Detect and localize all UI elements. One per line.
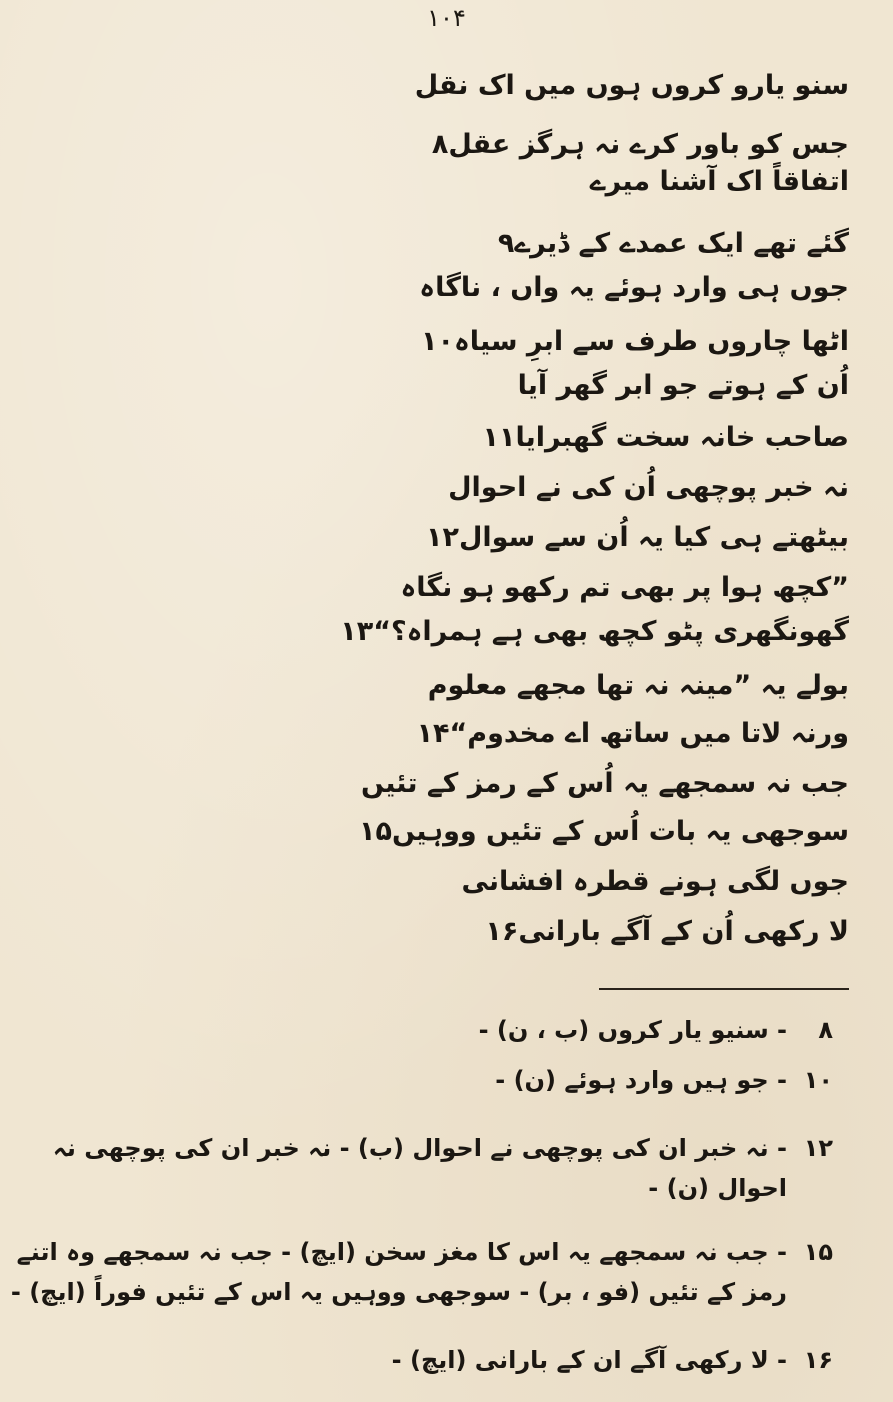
footnote-number: ۱۰ — [803, 1066, 833, 1094]
footnote-number: ۸ — [818, 1016, 833, 1044]
verse-line-5: جوں ہی وارد ہوئے یہ واں ، ناگاہ — [419, 272, 849, 303]
verse-line-13: بولے یہ ”مینہ نہ تھا مجھے معلوم — [427, 670, 849, 701]
verse-line-7: اُن کے ہوتے جو ابر گھر آیا — [517, 370, 849, 401]
footnote-12 — [52, 1128, 833, 1208]
footnote-text: - سنیو یار کروں (ب ، ن) - — [478, 1016, 787, 1044]
footnote-text: - جو ہیں وارد ہوئے (ن) - — [495, 1066, 787, 1094]
footnote-number: ۱۶ — [803, 1346, 833, 1374]
verse-line-3: اتفاقاً اک آشنا میرے — [589, 166, 849, 197]
verse-line-8: صاحب خانہ سخت گھبرایا۱۱ — [482, 422, 849, 453]
verse-line-4: گئے تھے ایک عمدے کے ڈیرے۹ — [497, 228, 849, 259]
verse-line-2: جس کو باور کرے نہ ہرگز عقل۸ — [431, 129, 849, 160]
verse-line-9: نہ خبر پوچھی اُن کی نے احوال — [448, 472, 849, 503]
verse-line-16: سوجھی یہ بات اُس کے تئیں ووہیں۱۵ — [358, 816, 849, 847]
verse-line-10: بیٹھتے ہی کیا یہ اُن سے سوال۱۲ — [425, 522, 849, 553]
footnote-text: - لا رکھی آگے ان کے بارانی (ایچ) - — [391, 1346, 787, 1374]
footnote-10 — [93, 1060, 833, 1100]
page-number: ۱۰۴ — [427, 4, 466, 32]
footnote-text-continued: رمز کے تئیں (فو ، بر) - سوجھی ووہیں یہ اس کے تئیں فوراً (ایچ) - — [10, 1278, 787, 1306]
footnote-16 — [93, 1340, 833, 1380]
verse-line-12: گھونگھری پٹو کچھ بھی ہے ہمراہ؟“۱۳ — [340, 616, 849, 647]
verse-line-15: جب نہ سمجھے یہ اُس کے رمز کے تئیں — [360, 768, 849, 799]
verse-line-14: ورنہ لاتا میں ساتھ اے مخدوم“۱۴ — [416, 718, 849, 749]
verse-line-11: ”کچھ ہوا پر بھی تم رکھو ہو نگاہ — [400, 572, 849, 603]
footnote-15 — [10, 1232, 833, 1312]
verse-line-18: لا رکھی اُن کے آگے بارانی۱۶ — [485, 916, 849, 947]
verse-line-17: جوں لگی ہونے قطرہ افشانی — [461, 866, 849, 897]
footnote-text-continued: احوال (ن) - — [648, 1174, 787, 1202]
footnote-text: - نہ خبر ان کی پوچھی نے احوال (ب) - نہ خبر ان کی پوچھی نہ — [52, 1134, 787, 1162]
footnote-text: - جب نہ سمجھے یہ اس کا مغز سخن (ایچ) - جب نہ سمجھے وہ اتنے — [16, 1238, 787, 1266]
verse-line-1: سنو یارو کروں ہوں میں اک نقل — [414, 70, 849, 101]
footnote-number: ۱۲ — [803, 1134, 833, 1162]
footnote-number: ۱۵ — [803, 1238, 833, 1266]
footnote-8 — [93, 1010, 833, 1050]
verse-line-6: اٹھا چاروں طرف سے ابرِ سیاہ۱۰ — [421, 326, 849, 357]
footnote-divider — [599, 988, 849, 990]
